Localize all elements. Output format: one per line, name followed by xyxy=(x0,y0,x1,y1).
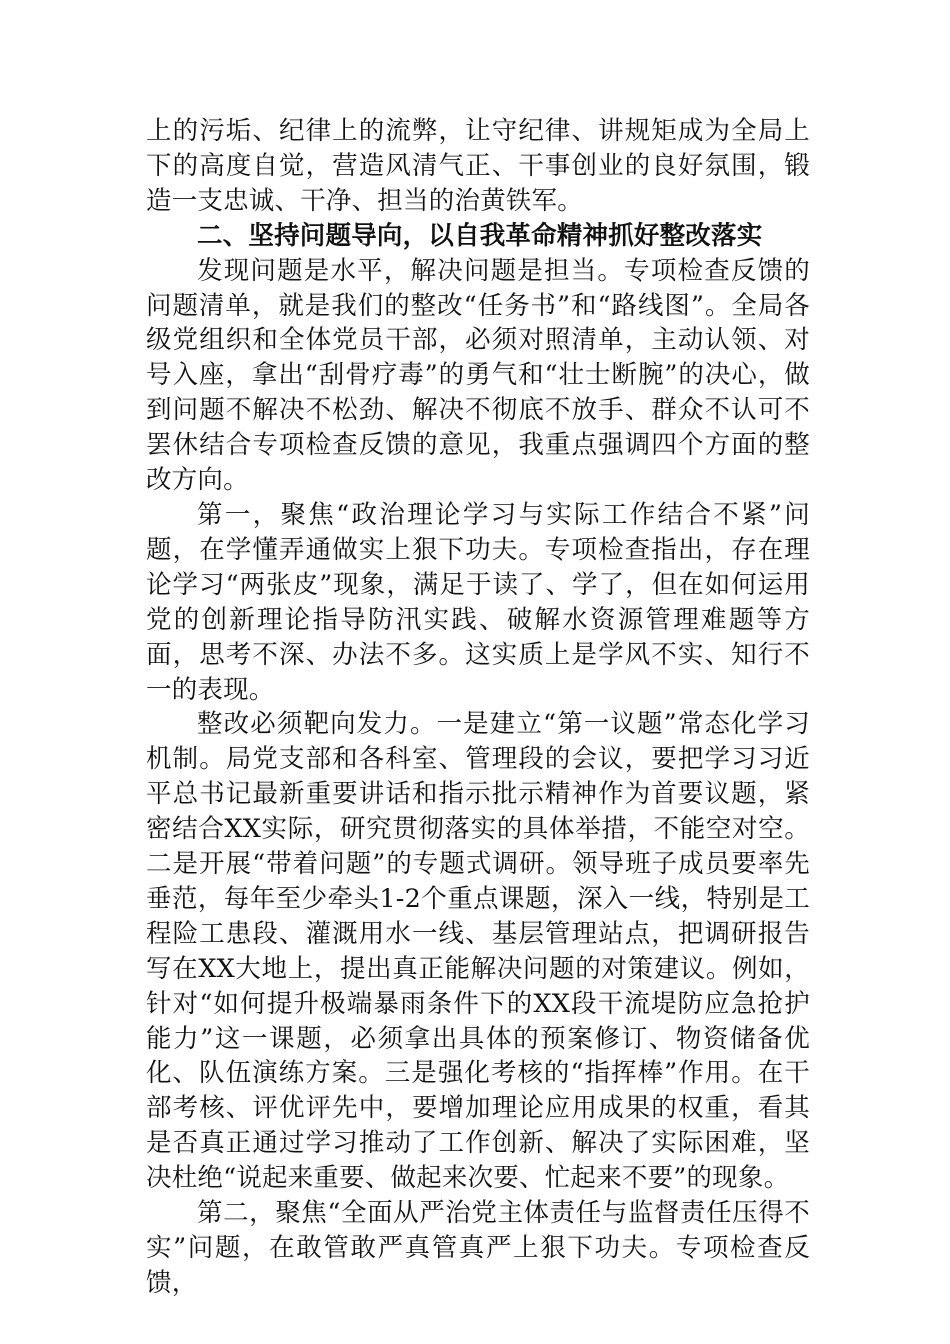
paragraph-continuation: 上的污垢、纪律上的流弊，让守纪律、讲规矩成为全局上下的高度自觉，营造风清气正、干事创业的良好氛围，锻造一支忠诚、干净、担当的治黄铁军。 xyxy=(146,116,810,216)
paragraph-rectification: 整改必须靶向发力。一是建立“第一议题”常态化学习机制。局党支部和各科室、管理段的会议，要把学习习近平总书记最新重要讲话和指示批示精神作为首要议题，紧密结合XX实际，研究贯彻落实的具体举措，不能空对空。二是开展“带着问题”的专题式调研。领导班子成员要率先垂范，每年至少牵头1-2个重点课题，深入一线，特别是工程险工患段、灌溉用水一线、基层管理站点，把调研报告写在XX大地上，提出真正能解决问题的对策建议。例如，针对“如何提升极端暴雨条件下的XX段干流堤防应急抢护能力”这一课题，必须拿出具体的预案修订、物资储备优化、队伍演练方案。三是强化考核的“指挥棒”作用。在干部考核、评优评先中，要增加理论应用成果的权重，看其是否真正通过学习推动了工作创新、解决了实际困难，坚决杜绝“说起来重要、做起来次要、忙起来不要”的现象。 xyxy=(146,709,810,1194)
paragraph-point-one: 第一，聚焦“政治理论学习与实际工作结合不紧”问题，在学懂弄通做实上狠下功夫。专项检查指出，存在理论学习“两张皮”现象，满足于读了、学了，但在如何运用党的创新理论指导防汛实践、破解水资源管理难题等方面，思考不深、办法不多。这实质上是学风不实、知行不一的表现。 xyxy=(146,499,810,705)
document-page xyxy=(146,114,810,1301)
paragraph-problem-list: 发现问题是水平，解决问题是担当。专项检查反馈的问题清单，就是我们的整改“任务书”和“路线图”。全局各级党组织和全体党员干部，必须对照清单，主动认领、对号入座，拿出“刮骨疗毒”的勇气和“壮士断腕”的决心，做到问题不解决不松劲、解决不彻底不放手、群众不认可不罢休结合专项检查反馈的意见，我重点强调四个方面的整改方向。 xyxy=(146,255,810,496)
paragraph-point-two: 第二，聚焦“全面从严治党主体责任与监督责任压得不实”问题，在敢管敢严真管真严上狠下功夫。专项检查反馈， xyxy=(146,1198,810,1298)
section-heading-2: 二、坚持问题导向，以自我革命精神抓好整改落实 xyxy=(197,220,763,251)
